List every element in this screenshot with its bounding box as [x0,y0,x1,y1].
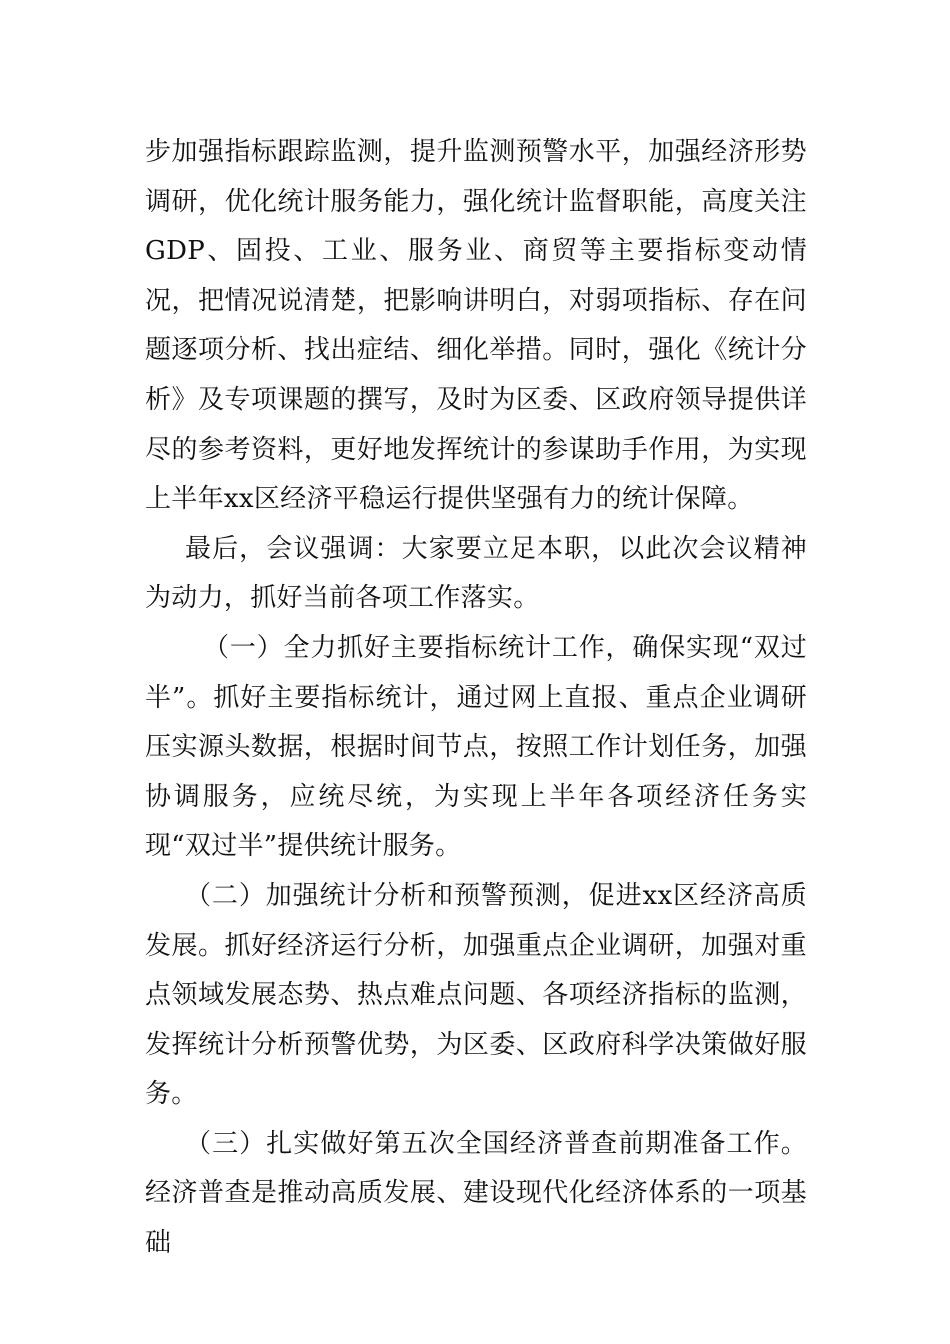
paragraph-item-three: （三）扎实做好第五次全国经济普查前期准备工作。经济普查是推动高质发展、建设现代化经济体系的一项基础 [145,1128,807,1259]
paragraph-continuation: 步加强指标跟踪监测，提升监测预警水平，加强经济形势调研，优化统计服务能力，强化统计监督职能，高度关注GDP、固投、工业、服务业、商贸等主要指标变动情况，把情况说清楚，把影响讲明白，对弱项指标、存在问题逐项分析、找出症结、细化举措。同时，强化《统计分析》及专项课题的撰写，及时为区委、区政府领导提供详尽的参考资料，更好地发挥统计的参谋助手作用，为实现上半年xx区经济平稳运行提供坚强有力的统计保障。 [145,137,807,515]
paragraph-item-two: （二）加强统计分析和预警预测，促进xx区经济高质发展。抓好经济运行分析，加强重点企业调研，加强对重点领域发展态势、热点难点问题、各项经济指标的监测，发挥统计分析预警优势，为区委、区政府科学决策做好服务。 [145,880,807,1110]
document-body [145,128,807,1269]
paragraph-item-one: （一）全力抓好主要指标统计工作，确保实现“双过半”。抓好主要指标统计，通过网上直报、重点企业调研压实源头数据，根据时间节点，按照工作计划任务，加强协调服务，应统尽统，为实现上半年各项经济任务实现“双过半”提供统计服务。 [145,632,807,862]
paragraph-conclusion: 最后，会议强调：大家要立足本职，以此次会议精神为动力，抓好当前各项工作落实。 [145,533,807,614]
